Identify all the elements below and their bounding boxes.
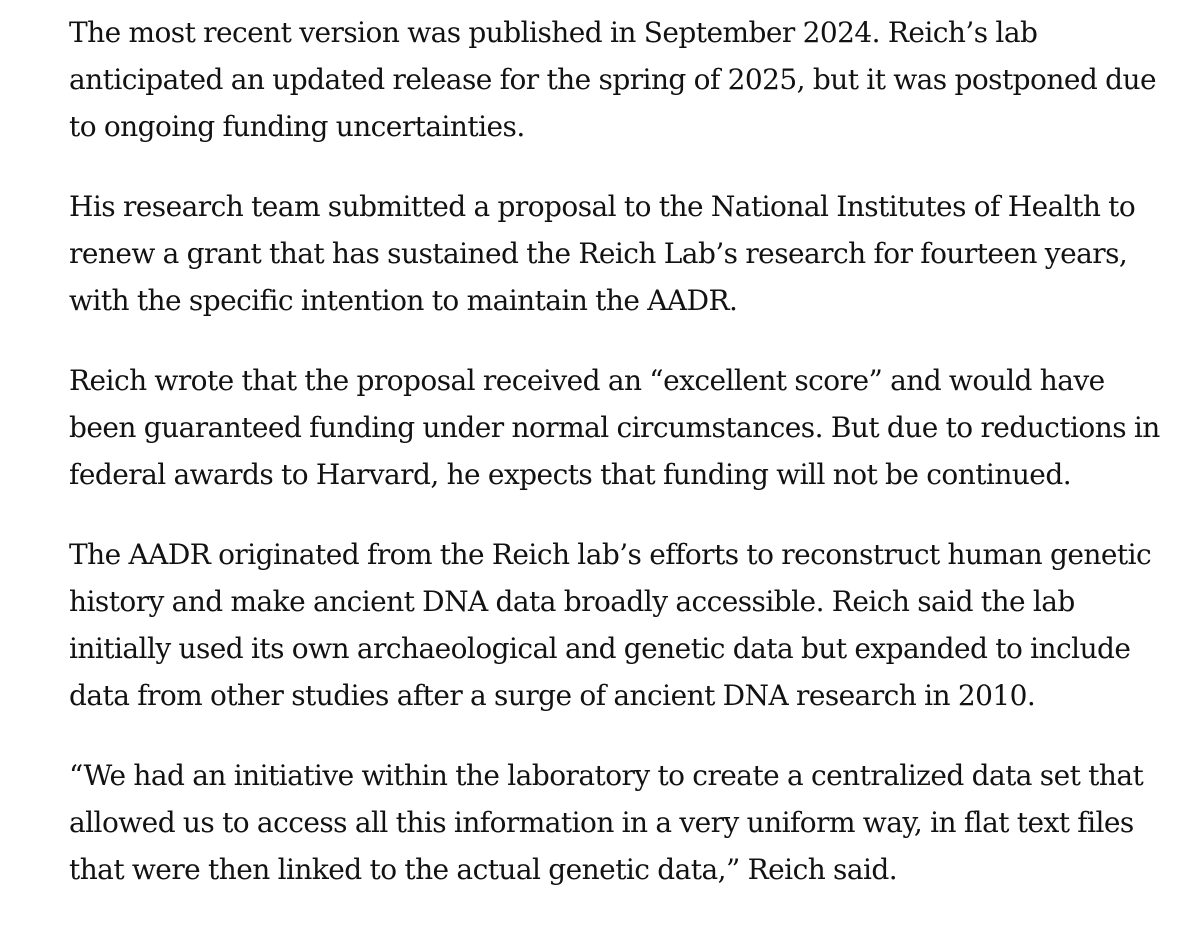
article-paragraph — [69, 9, 1194, 150]
paragraph-line: anticipated an updated release for the spring of 2025, but it was postponed due — [69, 63, 1156, 96]
paragraph-line: renew a grant that has sustained the Reich Lab’s research for fourteen years, — [69, 237, 1128, 270]
article-paragraph — [69, 357, 1194, 498]
paragraph-line: “We had an initiative within the laboratory to create a centralized data set that — [69, 759, 1144, 792]
article-body — [69, 9, 1194, 926]
paragraph-line: federal awards to Harvard, he expects that funding will not be continued. — [69, 458, 1072, 491]
paragraph-line: history and make ancient DNA data broadly accessible. Reich said the lab — [69, 585, 1075, 618]
paragraph-line: been guaranteed funding under normal circumstances. But due to reductions in — [69, 411, 1160, 444]
article-paragraph — [69, 183, 1194, 324]
paragraph-line: His research team submitted a proposal to the National Institutes of Health to — [69, 190, 1136, 223]
paragraph-line: initially used its own archaeological and genetic data but expanded to include — [69, 632, 1131, 665]
paragraph-line: The most recent version was published in September 2024. Reich’s lab — [69, 16, 1038, 49]
paragraph-line: that were then linked to the actual genetic data,” Reich said. — [69, 853, 898, 886]
article-paragraph — [69, 752, 1194, 893]
paragraph-line: data from other studies after a surge of ancient DNA research in 2010. — [69, 679, 1036, 712]
paragraph-line: to ongoing funding uncertainties. — [69, 110, 525, 143]
paragraph-line: Reich wrote that the proposal received an “excellent score” and would have — [69, 364, 1105, 397]
paragraph-line: The AADR originated from the Reich lab’s efforts to reconstruct human genetic — [69, 538, 1152, 571]
article-paragraph — [69, 531, 1194, 719]
paragraph-line: allowed us to access all this information in a very uniform way, in flat text files — [69, 806, 1134, 839]
paragraph-line: with the specific intention to maintain the AADR. — [69, 284, 738, 317]
